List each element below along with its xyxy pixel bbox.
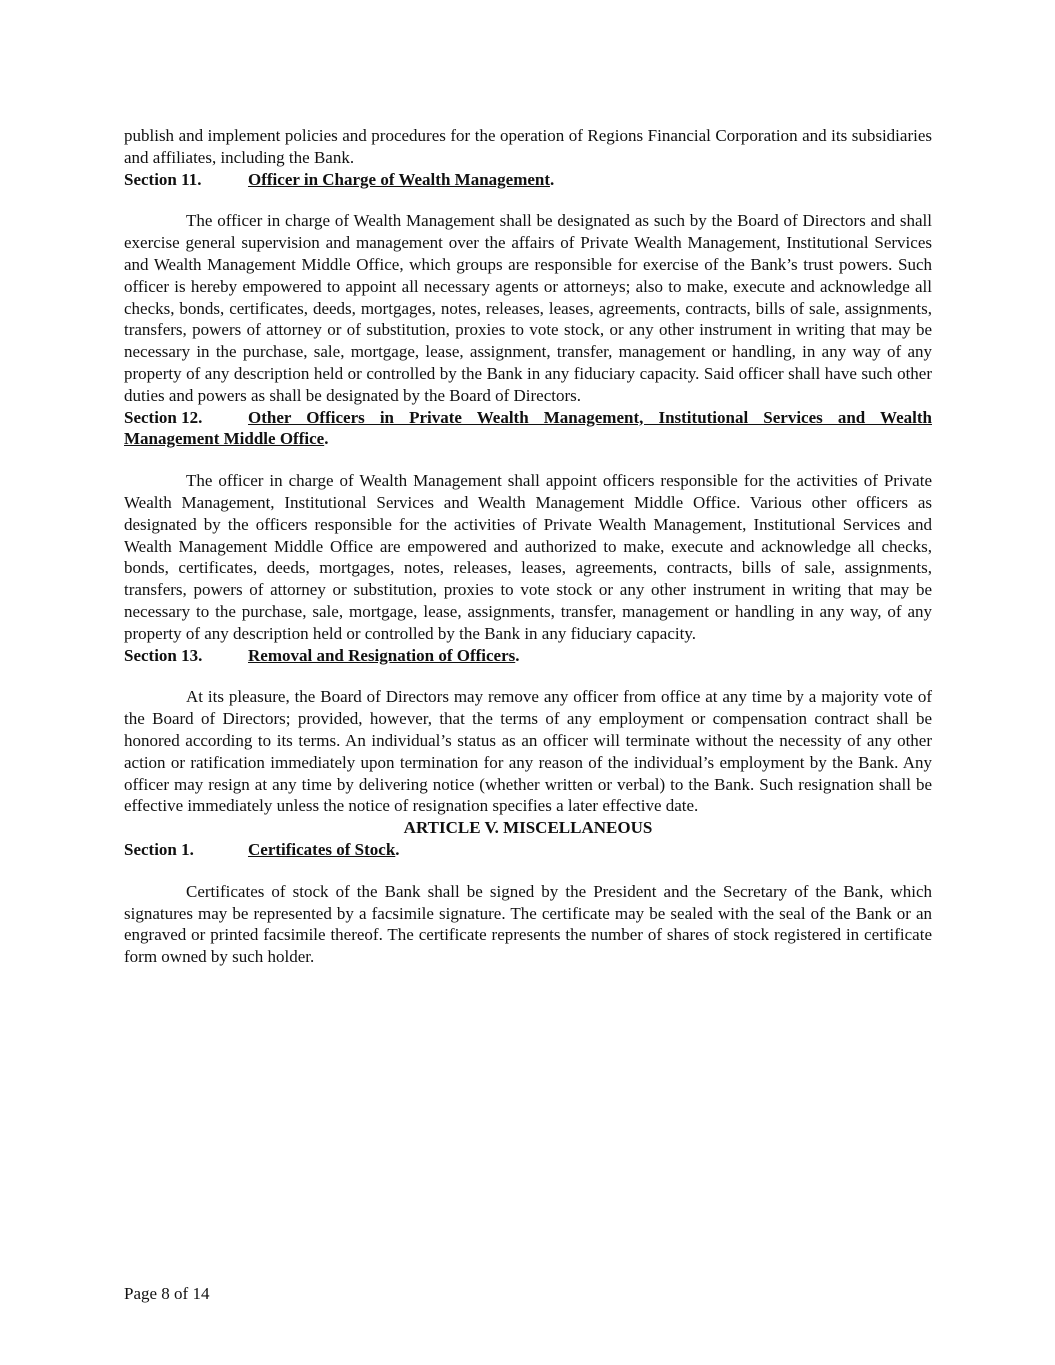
- section-11-period: .: [550, 169, 555, 189]
- article-v-heading: ARTICLE V. MISCELLANEOUS: [403, 818, 653, 838]
- section-13-period: .: [515, 645, 520, 665]
- intro-paragraph: publish and implement policies and procedures for the operation of Regions Financial Corporation and its subsidiaries and affiliates, including the Bank.: [124, 126, 932, 167]
- section-13-number: Section 13.: [124, 645, 203, 665]
- article-v-section-1-body: Certificates of stock of the Bank shall be signed by the President and the Secretary of the Bank, which signatures may be represented by a facsimile signature. The certificate may be sealed with the seal of the Bank or an engraved or printed facsimile thereof. The certificate represents the number of shares of stock registered in certificate form owned by such holder.: [124, 881, 932, 967]
- page-number-footer: Page 8 of 14: [124, 1284, 210, 1303]
- article-v-section-1-title: Certificates of Stock: [248, 839, 396, 859]
- section-12-period: .: [324, 429, 329, 449]
- document-page: [124, 125, 932, 968]
- section-11-heading: [124, 169, 932, 191]
- section-11-number: Section 11.: [124, 169, 202, 189]
- article-v-section-1-number: Section 1.: [124, 839, 194, 859]
- section-12-heading: [124, 407, 932, 451]
- section-12-number: Section 12.: [124, 407, 203, 427]
- section-11-body: The officer in charge of Wealth Management shall be designated as such by the Board of Directors and shall exercise general supervision and management over the affairs of Private Wealth Management, Institutional Services and Wealth Management Middle Office, which groups are responsible for exercise of the Bank’s trust powers. Such officer is hereby empowered to appoint all necessary agents or attorneys; also to make, execute and acknowledge all checks, bonds, certificates, deeds, mortgages, notes, releases, leases, agreements, contracts, bills of sale, assignments, transfers, powers of attorney or of substitution, proxies to vote stock, or any other instrument in writing that may be necessary in the purchase, sale, mortgage, lease, assignment, transfer, management or handling, in any way of any property of any description held or controlled by the Bank in any fiduciary capacity. Said officer shall have such other duties and powers as shall be designated by the Board of Directors.: [124, 211, 932, 405]
- section-11-title: Officer in Charge of Wealth Management: [248, 169, 551, 189]
- article-v-section-1-heading: [124, 839, 932, 861]
- section-12-body: The officer in charge of Wealth Management shall appoint officers responsible for the activities of Private Wealth Management, Institutional Services and Wealth Management Middle Office. Various other officers as designated by the officers responsible for the activities of Private Wealth Management, Institutional Services and Wealth Management Middle Office are empowered and authorized to make, execute and acknowledge all checks, bonds, certificates, deeds, mortgages, notes, releases, leases, agreements, contracts, bills of sale, assignments, transfers, powers of attorney or substitution, proxies to vote stock or any other instrument in writing that may be necessary to the purchase, sale, mortgage, lease, assignments, transfer, management or handling in any way, of any property of any description held or controlled by the Bank in any fiduciary capacity.: [124, 471, 932, 643]
- section-13-title: Removal and Resignation of Officers: [248, 645, 516, 665]
- section-13-body: At its pleasure, the Board of Directors may remove any officer from office at any time by a majority vote of the Board of Directors; provided, however, that the terms of any employment or compensation contract shall be honored according to its terms. An individual’s status as an officer will terminate without the necessity of any other action or ratification immediately upon termination for any reason of the individual’s employment by the Bank. Any officer may resign at any time by delivering notice (whether written or verbal) to the Bank. Such resignation shall be effective immediately unless the notice of resignation specifies a later effective date.: [124, 687, 932, 816]
- article-v-section-1-period: .: [395, 839, 400, 859]
- section-12-title: Other Officers in Private Wealth Management, Institutional Services and Wealth Management Middle Office: [124, 407, 932, 449]
- section-13-heading: [124, 645, 932, 667]
